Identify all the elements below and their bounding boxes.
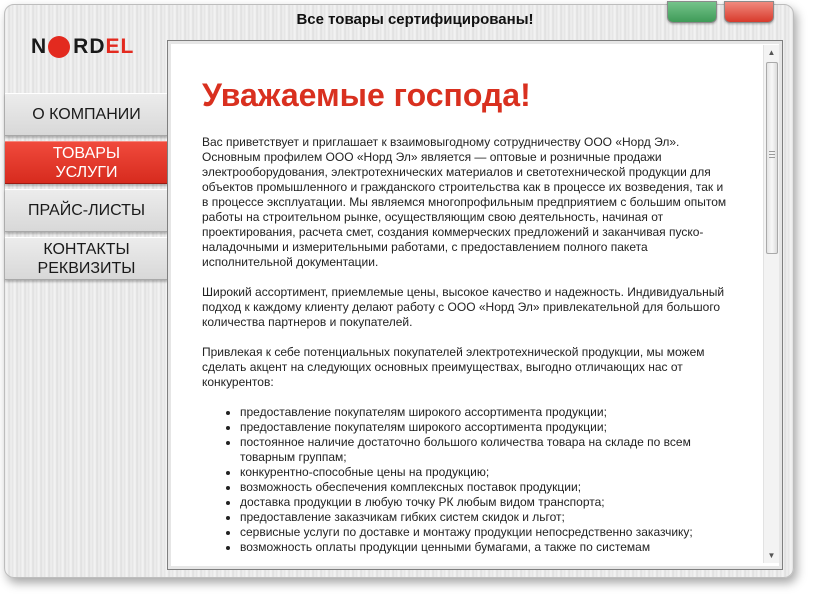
nordel-logo[interactable] [31, 35, 134, 59]
advantages-list [202, 405, 732, 555]
menu-item-label: КОНТАКТЫ [43, 240, 130, 258]
menu-item-label: О КОМПАНИИ [32, 106, 141, 123]
scrollbar-thumb[interactable] [766, 62, 778, 254]
menu-item-pricelists[interactable] [5, 189, 168, 232]
logo-text-rd: RD [73, 35, 106, 58]
assortment-paragraph: Широкий ассортимент, приемлемые цены, высокое качество и надежность. Индивидуальный подход к каждому клиенту делают работу с ООО «Норд Эл» привлекательной для большого количества партнеров и покупателей. [202, 285, 725, 329]
main-menu [5, 93, 168, 285]
scroll-down-arrow-icon[interactable]: ▼ [767, 551, 776, 560]
list-item: • возможность оплаты продукции ценными бумагами, а также по системам [240, 540, 732, 555]
menu-item-label-line2: УСЛУГИ [55, 163, 118, 181]
menu-item-contacts[interactable] [5, 237, 168, 280]
list-item: • предоставление покупателям широкого ассортимента продукции; [240, 420, 732, 435]
maximize-button[interactable] [667, 1, 717, 23]
list-item: • возможность обеспечения комплексных поставок продукции; [240, 480, 732, 495]
logo-red-circle-icon [48, 36, 70, 58]
content-panel [167, 40, 783, 570]
page-heading: Уважаемые господа! [202, 77, 531, 113]
thumb-grip-icon [769, 154, 775, 155]
list-item: • доставка продукции в любую точку РК любым видом транспорта; [240, 495, 732, 510]
logo-text-el: EL [105, 35, 135, 58]
list-item: • предоставление покупателям широкого ассортимента продукции; [240, 405, 732, 420]
vertical-scrollbar[interactable] [763, 45, 779, 563]
app-window [4, 4, 794, 578]
list-item: • постоянное наличие достаточно большого количества товара на складе по всем товарным группам; [240, 435, 732, 465]
list-item: • предоставление заказчикам гибких систем скидок и льгот; [240, 510, 732, 525]
list-item: • конкурентно-способные цены на продукцию; [240, 465, 732, 480]
menu-item-label: ПРАЙС-ЛИСТЫ [27, 202, 146, 219]
intro-paragraph: Вас приветствует и приглашает к взаимовыгодному сотрудничеству ООО «Норд Эл». Основным профилем ООО «Норд Эл» является — оптовые и розничные продажи электрооборудования, электротехнических материалов и светотехнической продукции для объектов промышленного и гражданского строительства как в процессе их возведения, так и в процессе эксплуатации. Мы являемся многопрофильным предприятием с большим опытом работы на строительном рынке, осуществляющим свою деятельность, начиная от проектирования, расчета смет, создания коммерческих предложений и заканчивая пуско-наладочными и измерительными работами, с предоставлением полного пакета исполнительной документации. [202, 135, 727, 269]
thumb-grip-icon [769, 157, 775, 158]
thumb-grip-icon [769, 151, 775, 152]
menu-item-products[interactable] [5, 141, 168, 184]
menu-item-label: ТОВАРЫ [52, 144, 121, 162]
scroll-up-arrow-icon[interactable]: ▲ [767, 48, 776, 57]
close-button[interactable] [724, 1, 774, 23]
window-title: Все товары сертифицированы! [296, 11, 534, 28]
advantages-paragraph: Привлекая к себе потенциальных покупателей электротехнической продукции, мы можем сделать акцент на следующих основных преимуществах, выгодно отличающих нас от конкурентов: [202, 345, 705, 389]
logo-text-n: N [31, 35, 48, 58]
menu-item-company[interactable] [5, 93, 168, 136]
menu-item-label-line2: РЕКВИЗИТЫ [37, 259, 136, 277]
content-body [202, 77, 732, 555]
list-item: • сервисные услуги по доставке и монтажу продукции непосредственно заказчику; [240, 525, 732, 540]
